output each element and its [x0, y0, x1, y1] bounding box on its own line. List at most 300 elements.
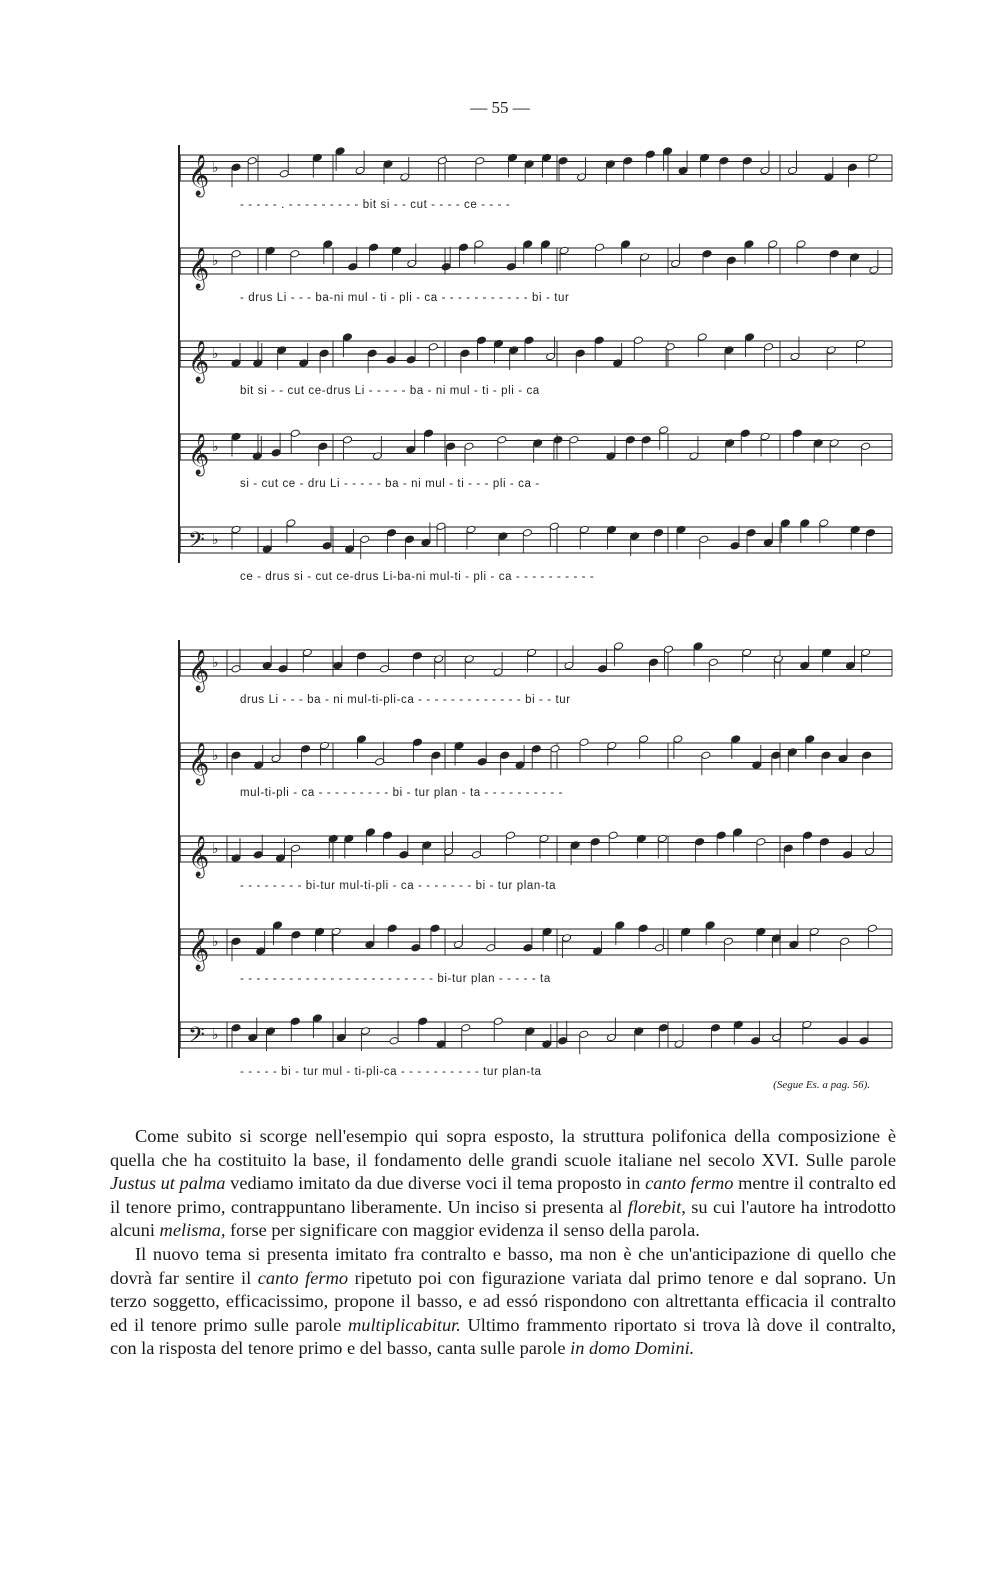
note-head: [493, 339, 503, 348]
note-head: [522, 528, 532, 537]
note-head: [613, 359, 623, 368]
body-text: [110, 1125, 896, 1361]
note-head: [291, 930, 301, 939]
note-head: [724, 346, 734, 355]
note-head: [328, 834, 338, 843]
note-head: [275, 854, 285, 863]
note-head: [664, 645, 674, 654]
note-head: [342, 333, 352, 342]
note-head: [654, 943, 664, 952]
note-head: [380, 664, 390, 673]
note-head: [751, 1036, 761, 1045]
note-head: [345, 545, 355, 554]
note-head: [813, 439, 823, 448]
treble-clef-icon: 𝄞: [188, 929, 210, 970]
staff-lines: [0, 145, 1000, 205]
note-head: [693, 642, 703, 651]
text-run: su cui l'autore ha introdotto alcuni: [110, 1196, 896, 1241]
note-head: [392, 246, 402, 255]
note-head: [705, 921, 715, 930]
note-head: [658, 1023, 668, 1032]
note-head: [608, 831, 618, 840]
note-head: [466, 525, 476, 534]
note-head: [731, 735, 741, 744]
note-head: [546, 352, 556, 361]
note-head: [665, 342, 675, 351]
note-head: [344, 834, 354, 843]
note-head: [805, 735, 815, 744]
flat-icon: ♭: [212, 532, 219, 548]
note-head: [365, 828, 375, 837]
note-head: [399, 850, 409, 859]
note-head: [231, 163, 241, 172]
lyric-line: bit si - - cut ce-drus Li - - - - - ba - ni mul - ti - pli - ca: [240, 385, 540, 397]
note-head: [700, 153, 710, 162]
note-head: [498, 532, 508, 541]
note-head: [431, 751, 441, 760]
example-reference: (Segue Es. a pag. 56).: [773, 1079, 870, 1091]
note-head: [348, 262, 358, 271]
staff-lines: [0, 733, 1000, 793]
note-head: [231, 249, 241, 258]
note-head: [367, 349, 377, 358]
note-head: [231, 937, 241, 946]
note-head: [821, 751, 831, 760]
note-head: [809, 927, 819, 936]
treble-clef-icon: 𝄞: [188, 743, 210, 784]
note-head: [824, 173, 834, 182]
staff: [0, 424, 1000, 514]
note-head: [372, 452, 382, 461]
note-head: [464, 655, 474, 664]
note-head: [829, 249, 839, 258]
flat-icon: ♭: [212, 934, 219, 950]
note-head: [413, 738, 423, 747]
note-head: [822, 648, 832, 657]
note-head: [262, 661, 272, 670]
note-head: [606, 1033, 616, 1042]
note-head: [527, 648, 537, 657]
note-head: [621, 240, 631, 249]
note-head: [405, 535, 415, 544]
note-head: [607, 525, 617, 534]
staff-lines: [0, 517, 1000, 577]
note-head: [318, 442, 328, 451]
note-head: [500, 751, 510, 760]
note-head: [422, 841, 432, 850]
note-head: [400, 173, 410, 182]
note-head: [486, 943, 496, 952]
note-head: [742, 648, 752, 657]
lyric-line: - - - - - . - - - - - - - - - bit si - - cut - - - - ce - - - -: [240, 199, 511, 211]
note-head: [477, 757, 487, 766]
note-head: [336, 1033, 346, 1042]
note-head: [553, 435, 563, 444]
note-head: [265, 246, 275, 255]
note-head: [333, 661, 343, 670]
paragraph: [110, 1243, 896, 1361]
note-head: [550, 744, 560, 753]
lyric-line: mul-ti-pli - ca - - - - - - - - - bi - tur plan - ta - - - - - - - - - -: [240, 787, 564, 799]
note-head: [869, 266, 879, 275]
note-head: [615, 921, 625, 930]
note-head: [253, 850, 263, 859]
note-head: [866, 528, 876, 537]
note-head: [559, 246, 569, 255]
bass-clef-icon: 𝄢: [188, 528, 205, 558]
note-head: [277, 346, 287, 355]
note-head: [726, 256, 736, 265]
staff-lines: [0, 1012, 1000, 1072]
system-bracket: [178, 640, 180, 1058]
lyric-line: - - - - - - - - bi-tur mul-ti-pli - ca - - - - - - - bi - tur plan-ta: [240, 880, 557, 892]
text-run: forse per significare con maggior evidenza il senso della parola.: [225, 1220, 700, 1241]
note-head: [861, 442, 871, 451]
note-head: [636, 834, 646, 843]
note-head: [458, 243, 468, 252]
note-head: [406, 355, 416, 364]
note-head: [678, 166, 688, 175]
note-head: [472, 850, 482, 859]
note-head: [319, 349, 329, 358]
note-head: [493, 1017, 503, 1026]
note-head: [756, 927, 766, 936]
note-head: [506, 262, 516, 271]
note-head: [357, 735, 367, 744]
note-head: [605, 160, 615, 169]
note-head: [558, 1036, 568, 1045]
note-head: [386, 355, 396, 364]
note-head: [579, 525, 589, 534]
note-head: [312, 153, 322, 162]
note-head: [441, 262, 451, 271]
staff-lines: [0, 238, 1000, 298]
flat-icon: ♭: [212, 160, 219, 176]
note-head: [570, 841, 580, 850]
note-head: [625, 435, 635, 444]
note-head: [708, 658, 718, 667]
staff-lines: [0, 331, 1000, 391]
note-head: [524, 336, 534, 345]
note-head: [525, 1027, 535, 1036]
note-head: [773, 655, 783, 664]
note-head: [633, 336, 643, 345]
note-head: [579, 1030, 589, 1039]
note-head: [406, 445, 416, 454]
note-head: [763, 538, 773, 547]
note-head: [299, 359, 309, 368]
note-head: [302, 648, 312, 657]
note-head: [790, 352, 800, 361]
staff: [0, 640, 1000, 730]
note-head: [862, 751, 872, 760]
note-head: [638, 924, 648, 933]
note-head: [507, 153, 517, 162]
note-head: [428, 342, 438, 351]
note-head: [389, 1036, 399, 1045]
flat-icon: ♭: [212, 439, 219, 455]
note-head: [733, 828, 743, 837]
note-head: [301, 744, 311, 753]
note-head: [542, 927, 552, 936]
note-head: [579, 738, 589, 747]
note-head: [756, 837, 766, 846]
note-head: [387, 528, 397, 537]
flat-icon: ♭: [212, 841, 219, 857]
note-head: [524, 160, 534, 169]
note-head: [752, 761, 762, 770]
note-head: [290, 429, 300, 438]
note-head: [689, 452, 699, 461]
note-head: [614, 642, 624, 651]
note-head: [802, 1020, 812, 1029]
note-head: [641, 435, 651, 444]
note-head: [271, 448, 281, 457]
note-head: [648, 658, 658, 667]
note-head: [291, 844, 301, 853]
flat-icon: ♭: [212, 1027, 219, 1043]
note-head: [634, 1027, 644, 1036]
note-head: [681, 927, 691, 936]
note-head: [787, 748, 797, 757]
note-head: [595, 243, 605, 252]
treble-clef-icon: 𝄞: [188, 434, 210, 475]
text-run: vediamo imitato da due diverse voci il tema proposto in: [225, 1173, 646, 1194]
note-head: [383, 831, 393, 840]
note-head: [407, 259, 417, 268]
note-head: [446, 442, 456, 451]
note-head: [476, 336, 486, 345]
note-head: [654, 528, 664, 537]
note-head: [792, 429, 802, 438]
note-head: [418, 1017, 428, 1026]
note-head: [740, 429, 750, 438]
note-head: [331, 927, 341, 936]
flat-icon: ♭: [212, 253, 219, 269]
note-head: [430, 924, 440, 933]
system-bracket: [178, 145, 180, 563]
note-head: [701, 751, 711, 760]
note-head: [383, 160, 393, 169]
treble-clef-icon: 𝄞: [188, 836, 210, 877]
treble-clef-icon: 𝄞: [188, 341, 210, 382]
note-head: [780, 519, 790, 528]
note-head: [375, 757, 385, 766]
note-head: [355, 166, 365, 175]
note-head: [829, 439, 839, 448]
note-head: [252, 452, 262, 461]
italic-term: florebit,: [627, 1196, 686, 1217]
note-head: [271, 754, 281, 763]
note-head: [509, 346, 519, 355]
note-head: [279, 169, 289, 178]
staff: [0, 919, 1000, 1009]
note-head: [783, 844, 793, 853]
staff-lines: [0, 424, 1000, 484]
note-head: [730, 541, 740, 550]
italic-term: melisma,: [159, 1220, 226, 1241]
note-head: [231, 664, 241, 673]
staff: [0, 331, 1000, 421]
note-head: [231, 432, 241, 441]
note-head: [254, 761, 264, 770]
bass-clef-icon: 𝄢: [188, 1023, 205, 1053]
lyric-line: - drus Li - - - ba-ni mul - ti - pli - ca - - - - - - - - - - - bi - tur: [240, 292, 570, 304]
note-head: [523, 943, 533, 952]
note-head: [453, 940, 463, 949]
flat-icon: ♭: [212, 748, 219, 764]
note-head: [716, 831, 726, 840]
note-head: [541, 240, 551, 249]
note-head: [697, 333, 707, 342]
note-head: [539, 834, 549, 843]
note-head: [357, 651, 367, 660]
note-head: [800, 661, 810, 670]
note-head: [464, 442, 474, 451]
italic-term: canto fermo: [645, 1173, 734, 1194]
note-head: [474, 240, 484, 249]
page-number: — 55 —: [470, 98, 530, 117]
note-head: [533, 439, 543, 448]
note-head: [461, 1023, 471, 1032]
note-head: [231, 359, 241, 368]
note-head: [437, 156, 447, 165]
note-head: [266, 1027, 276, 1036]
note-head: [803, 831, 813, 840]
text-run: Il nuovo tema si presenta imitato fra contralto e basso, ma non è che un'anticipazione di quello che dovrà far sentire il: [110, 1243, 896, 1288]
note-head: [673, 735, 683, 744]
text-run: Ultimo frammento riportato si trova là dove il contralto, con la risposta del tenore primo e del basso, canta sulle parole: [110, 1314, 896, 1359]
staff: [0, 733, 1000, 823]
note-head: [606, 452, 616, 461]
note-head: [549, 522, 559, 531]
lyric-line: si - cut ce - dru Li - - - - - ba - ni mul - ti - - - pli - ca -: [240, 478, 540, 490]
note-head: [842, 850, 852, 859]
treble-clef-icon: 𝄞: [188, 248, 210, 289]
note-head: [286, 519, 296, 528]
staff: [0, 145, 1000, 235]
staff-lines: [0, 640, 1000, 700]
note-head: [315, 927, 325, 936]
note-head: [436, 522, 446, 531]
note-head: [253, 359, 263, 368]
paragraph: [110, 1125, 896, 1243]
note-head: [639, 735, 649, 744]
note-head: [231, 1023, 241, 1032]
note-head: [725, 439, 735, 448]
note-head: [387, 924, 397, 933]
staff: [0, 826, 1000, 916]
note-head: [558, 156, 568, 165]
note-head: [856, 339, 866, 348]
note-head: [744, 240, 754, 249]
note-head: [699, 535, 709, 544]
note-head: [859, 1036, 869, 1045]
italic-term: multiplicabitur.: [347, 1314, 461, 1335]
staff: [0, 238, 1000, 328]
note-head: [475, 156, 485, 165]
text-run: mentre il contralto ed il tenore primo, contrappuntano liberamente. Un inciso si presenta al: [110, 1173, 896, 1217]
flat-icon: ♭: [212, 655, 219, 671]
note-head: [323, 240, 333, 249]
note-head: [864, 847, 874, 856]
note-head: [719, 156, 729, 165]
note-head: [760, 166, 770, 175]
staff-lines: [0, 919, 1000, 979]
note-head: [695, 837, 705, 846]
note-head: [369, 243, 379, 252]
note-head: [262, 545, 272, 554]
note-head: [840, 937, 850, 946]
staff: [0, 517, 1000, 607]
note-head: [231, 751, 241, 760]
note-head: [850, 253, 860, 262]
note-head: [845, 661, 855, 670]
note-head: [671, 259, 681, 268]
note-head: [575, 349, 585, 358]
note-head: [838, 754, 848, 763]
note-head: [723, 937, 733, 946]
lyric-line: - - - - - bi - tur mul - ti-pli-ca - - - - - - - - - - tur plan-ta: [240, 1066, 542, 1078]
note-head: [542, 153, 552, 162]
note-head: [850, 525, 860, 534]
note-head: [764, 342, 774, 351]
note-head: [312, 1014, 322, 1023]
note-head: [248, 1033, 258, 1042]
note-head: [645, 150, 655, 159]
note-head: [454, 741, 464, 750]
flat-icon: ♭: [212, 346, 219, 362]
note-head: [594, 336, 604, 345]
note-head: [531, 744, 541, 753]
note-head: [710, 1023, 720, 1032]
note-head: [562, 934, 572, 943]
note-head: [771, 751, 781, 760]
note-head: [278, 664, 288, 673]
note-head: [247, 156, 257, 165]
treble-clef-icon: 𝄞: [188, 650, 210, 691]
staff-lines: [0, 826, 1000, 886]
note-head: [564, 661, 574, 670]
note-head: [796, 240, 806, 249]
note-head: [290, 1017, 300, 1026]
note-head: [506, 831, 516, 840]
note-head: [702, 249, 712, 258]
note-head: [607, 741, 617, 750]
note-head: [231, 525, 241, 534]
note-head: [424, 429, 434, 438]
note-head: [365, 940, 375, 949]
note-head: [630, 532, 640, 541]
note-head: [800, 519, 810, 528]
note-head: [868, 153, 878, 162]
note-head: [322, 541, 332, 550]
note-head: [493, 668, 503, 677]
note-head: [640, 253, 650, 262]
note-head: [623, 156, 633, 165]
note-head: [515, 761, 525, 770]
note-head: [789, 940, 799, 949]
note-head: [733, 1020, 743, 1029]
note-head: [760, 432, 770, 441]
note-head: [542, 1040, 552, 1049]
note-head: [598, 664, 608, 673]
note-head: [819, 519, 829, 528]
note-head: [434, 655, 444, 664]
italic-term: Justus ut palma: [110, 1173, 226, 1194]
treble-clef-icon: 𝄞: [188, 155, 210, 196]
note-head: [460, 349, 470, 358]
